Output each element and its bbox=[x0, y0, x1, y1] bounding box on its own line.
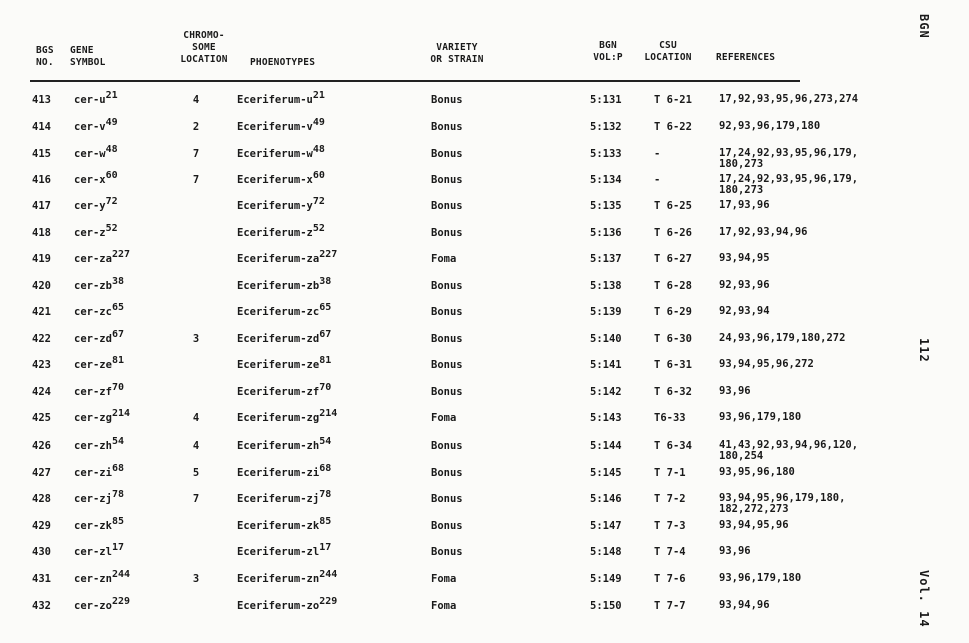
bgs-number: 425 bbox=[32, 412, 51, 424]
csu-location: T 6-21 bbox=[654, 94, 692, 106]
csu-location: - bbox=[654, 148, 661, 160]
bgn-vol-page: 5:133 bbox=[590, 148, 622, 160]
gene-superscript: 227 bbox=[111, 249, 130, 260]
gene-superscript: 78 bbox=[111, 489, 124, 500]
bgn-vol-page: 5:144 bbox=[590, 440, 622, 452]
phenotype-superscript: 81 bbox=[319, 355, 332, 366]
phenotype-superscript: 65 bbox=[319, 302, 332, 313]
phenotype-superscript: 52 bbox=[312, 223, 325, 234]
csu-location: T 7-6 bbox=[654, 573, 686, 585]
table-row bbox=[0, 542, 900, 572]
gene-symbol: cer-y72 bbox=[74, 196, 118, 212]
header-references: REFERENCES bbox=[716, 52, 776, 63]
gene-symbol: cer-u21 bbox=[74, 90, 118, 106]
gene-symbol: cer-x60 bbox=[74, 170, 118, 186]
csu-location: T 6-31 bbox=[654, 359, 692, 371]
references: 17,93,96 bbox=[719, 199, 770, 211]
bgs-number: 414 bbox=[32, 121, 51, 133]
header-bgn-vol: BGN VOL:P bbox=[593, 40, 623, 63]
variety: Foma bbox=[431, 253, 457, 265]
bgn-vol-page: 5:142 bbox=[590, 386, 622, 398]
chromosome-location: 5 bbox=[192, 467, 200, 479]
bgn-vol-page: 5:150 bbox=[590, 600, 622, 612]
phenotype-superscript: 227 bbox=[319, 249, 338, 260]
references: 17,24,92,93,95,96,179, 180,273 bbox=[719, 173, 859, 196]
phenotype-superscript: 85 bbox=[319, 516, 332, 527]
gene-symbol: cer-zl17 bbox=[74, 542, 124, 558]
gene-symbol: cer-ze81 bbox=[74, 355, 124, 371]
table-row bbox=[0, 596, 900, 626]
gene-symbol: cer-zb38 bbox=[74, 276, 124, 292]
gene-symbol: cer-zh54 bbox=[74, 436, 124, 452]
chromosome-location: 2 bbox=[192, 121, 200, 133]
header-csu-location: CSU LOCATION bbox=[644, 40, 692, 63]
variety: Bonus bbox=[431, 174, 463, 186]
phenotype-superscript: 49 bbox=[312, 117, 325, 128]
phenotype-superscript: 244 bbox=[319, 569, 338, 580]
bgs-number: 424 bbox=[32, 386, 51, 398]
phenotype-superscript: 78 bbox=[319, 489, 332, 500]
phenotype-superscript: 70 bbox=[319, 382, 332, 393]
variety: Bonus bbox=[431, 94, 463, 106]
table-row bbox=[0, 117, 900, 147]
side-page-number: 112 bbox=[917, 338, 931, 363]
chromosome-location: 3 bbox=[192, 573, 200, 585]
gene-symbol: cer-zo229 bbox=[74, 596, 130, 612]
phenotype-superscript: 72 bbox=[312, 196, 325, 207]
variety: Bonus bbox=[431, 467, 463, 479]
csu-location: T 6-27 bbox=[654, 253, 692, 265]
references: 24,93,96,179,180,272 bbox=[719, 332, 846, 344]
chromosome-location: 7 bbox=[192, 148, 200, 160]
variety: Bonus bbox=[431, 520, 463, 532]
phenotype: Eceriferum-zd67 bbox=[237, 329, 332, 345]
references: 93,94,95,96 bbox=[719, 519, 789, 531]
references: 93,96 bbox=[719, 545, 751, 557]
phenotype-superscript: 68 bbox=[319, 463, 332, 474]
table-row bbox=[0, 196, 900, 226]
gene-symbol: cer-zg214 bbox=[74, 408, 130, 424]
table-row bbox=[0, 382, 900, 412]
csu-location: T 6-26 bbox=[654, 227, 692, 239]
gene-symbol: cer-v49 bbox=[74, 117, 118, 133]
chromosome-location: 4 bbox=[192, 94, 200, 106]
references: 41,43,92,93,94,96,120, 180,254 bbox=[719, 439, 859, 462]
table-row bbox=[0, 144, 900, 174]
bgn-vol-page: 5:136 bbox=[590, 227, 622, 239]
csu-location: T 6-28 bbox=[654, 280, 692, 292]
csu-location: T 6-34 bbox=[654, 440, 692, 452]
bgs-number: 431 bbox=[32, 573, 51, 585]
chromosome-location: 4 bbox=[192, 412, 200, 424]
table-row bbox=[0, 249, 900, 279]
gene-superscript: 81 bbox=[111, 355, 124, 366]
gene-superscript: 229 bbox=[111, 596, 130, 607]
phenotype-superscript: 17 bbox=[319, 542, 332, 553]
references: 92,93,96 bbox=[719, 279, 770, 291]
table-row bbox=[0, 170, 900, 200]
table-row bbox=[0, 516, 900, 546]
table-row bbox=[0, 463, 900, 493]
gene-symbol: cer-zf70 bbox=[74, 382, 124, 398]
side-journal: BGN bbox=[917, 14, 931, 39]
phenotype: Eceriferum-z52 bbox=[237, 223, 325, 239]
csu-location: T 7-7 bbox=[654, 600, 686, 612]
variety: Bonus bbox=[431, 200, 463, 212]
phenotype: Eceriferum-zi68 bbox=[237, 463, 332, 479]
gene-symbol: cer-w48 bbox=[74, 144, 118, 160]
csu-location: T 7-1 bbox=[654, 467, 686, 479]
bgn-vol-page: 5:149 bbox=[590, 573, 622, 585]
bgn-vol-page: 5:134 bbox=[590, 174, 622, 186]
table-row bbox=[0, 329, 900, 359]
phenotype: Eceriferum-x60 bbox=[237, 170, 325, 186]
phenotype-superscript: 229 bbox=[319, 596, 338, 607]
bgs-number: 416 bbox=[32, 174, 51, 186]
bgs-number: 415 bbox=[32, 148, 51, 160]
phenotype-superscript: 60 bbox=[312, 170, 325, 181]
csu-location: T 6-29 bbox=[654, 306, 692, 318]
references: 92,93,94 bbox=[719, 305, 770, 317]
table-row bbox=[0, 355, 900, 385]
header-bgs-no: BGS NO. bbox=[36, 45, 54, 68]
chromosome-location: 4 bbox=[192, 440, 200, 452]
gene-symbol: cer-zi68 bbox=[74, 463, 124, 479]
header-gene-symbol: GENE SYMBOL bbox=[70, 45, 106, 68]
phenotype: Eceriferum-zb38 bbox=[237, 276, 332, 292]
csu-location: T 6-25 bbox=[654, 200, 692, 212]
table-row bbox=[0, 276, 900, 306]
gene-superscript: 38 bbox=[111, 276, 124, 287]
variety: Bonus bbox=[431, 386, 463, 398]
phenotype: Eceriferum-zh54 bbox=[237, 436, 332, 452]
csu-location: T 6-22 bbox=[654, 121, 692, 133]
csu-location: T6-33 bbox=[654, 412, 686, 424]
gene-symbol: cer-z52 bbox=[74, 223, 118, 239]
header-chromosome-location: CHROMO- SOME LOCATION bbox=[180, 30, 228, 65]
gene-symbol: cer-zj78 bbox=[74, 489, 124, 505]
variety: Bonus bbox=[431, 121, 463, 133]
gene-superscript: 17 bbox=[111, 542, 124, 553]
variety: Bonus bbox=[431, 493, 463, 505]
references: 93,95,96,180 bbox=[719, 466, 795, 478]
bgn-vol-page: 5:148 bbox=[590, 546, 622, 558]
header-phenotypes: PHOENOTYPES bbox=[250, 57, 316, 68]
gene-symbol: cer-zd67 bbox=[74, 329, 124, 345]
bgn-vol-page: 5:138 bbox=[590, 280, 622, 292]
phenotype-superscript: 38 bbox=[319, 276, 332, 287]
references: 17,92,93,95,96,273,274 bbox=[719, 93, 859, 105]
gene-superscript: 85 bbox=[111, 516, 124, 527]
gene-superscript: 214 bbox=[111, 408, 130, 419]
variety: Bonus bbox=[431, 359, 463, 371]
bgs-number: 420 bbox=[32, 280, 51, 292]
csu-location: T 7-3 bbox=[654, 520, 686, 532]
phenotype: Eceriferum-zn244 bbox=[237, 569, 338, 585]
bgn-vol-page: 5:141 bbox=[590, 359, 622, 371]
variety: Bonus bbox=[431, 148, 463, 160]
csu-location: T 6-32 bbox=[654, 386, 692, 398]
bgs-number: 418 bbox=[32, 227, 51, 239]
gene-superscript: 49 bbox=[105, 117, 118, 128]
bgs-number: 419 bbox=[32, 253, 51, 265]
bgn-vol-page: 5:145 bbox=[590, 467, 622, 479]
header-variety: VARIETY OR STRAIN bbox=[430, 42, 484, 65]
bgs-number: 423 bbox=[32, 359, 51, 371]
bgs-number: 417 bbox=[32, 200, 51, 212]
phenotype-superscript: 48 bbox=[312, 144, 325, 155]
bgn-vol-page: 5:132 bbox=[590, 121, 622, 133]
gene-symbol: cer-zn244 bbox=[74, 569, 130, 585]
csu-location: T 7-2 bbox=[654, 493, 686, 505]
variety: Bonus bbox=[431, 306, 463, 318]
bgs-number: 427 bbox=[32, 467, 51, 479]
phenotype-superscript: 54 bbox=[319, 436, 332, 447]
variety: Bonus bbox=[431, 227, 463, 239]
table-row bbox=[0, 569, 900, 599]
gene-superscript: 65 bbox=[111, 302, 124, 313]
phenotype: Eceriferum-zo229 bbox=[237, 596, 338, 612]
phenotype-superscript: 21 bbox=[312, 90, 325, 101]
variety: Foma bbox=[431, 600, 457, 612]
table-row bbox=[0, 223, 900, 253]
gene-superscript: 48 bbox=[105, 144, 118, 155]
phenotype: Eceriferum-u21 bbox=[237, 90, 325, 106]
variety: Bonus bbox=[431, 333, 463, 345]
bgn-vol-page: 5:146 bbox=[590, 493, 622, 505]
variety: Foma bbox=[431, 573, 457, 585]
bgs-number: 422 bbox=[32, 333, 51, 345]
gene-superscript: 67 bbox=[111, 329, 124, 340]
references: 93,94,95,96,272 bbox=[719, 358, 814, 370]
gene-superscript: 70 bbox=[111, 382, 124, 393]
references: 17,92,93,94,96 bbox=[719, 226, 808, 238]
phenotype: Eceriferum-zg214 bbox=[237, 408, 338, 424]
csu-location: - bbox=[654, 174, 661, 186]
bgn-vol-page: 5:139 bbox=[590, 306, 622, 318]
table-row bbox=[0, 90, 900, 120]
bgs-number: 421 bbox=[32, 306, 51, 318]
bgn-vol-page: 5:137 bbox=[590, 253, 622, 265]
references: 93,94,95 bbox=[719, 252, 770, 264]
phenotype-superscript: 67 bbox=[319, 329, 332, 340]
phenotype: Eceriferum-zf70 bbox=[237, 382, 332, 398]
table-row bbox=[0, 408, 900, 438]
bgn-vol-page: 5:147 bbox=[590, 520, 622, 532]
gene-superscript: 52 bbox=[105, 223, 118, 234]
table-row bbox=[0, 302, 900, 332]
chromosome-location: 7 bbox=[192, 174, 200, 186]
phenotype: Eceriferum-zl17 bbox=[237, 542, 332, 558]
bgs-number: 426 bbox=[32, 440, 51, 452]
bgs-number: 428 bbox=[32, 493, 51, 505]
gene-symbol: cer-zk85 bbox=[74, 516, 124, 532]
references: 93,96,179,180 bbox=[719, 572, 802, 584]
bgn-vol-page: 5:135 bbox=[590, 200, 622, 212]
references: 93,94,95,96,179,180, 182,272,273 bbox=[719, 492, 846, 515]
variety: Foma bbox=[431, 412, 457, 424]
bgs-number: 429 bbox=[32, 520, 51, 532]
phenotype-superscript: 214 bbox=[319, 408, 338, 419]
csu-location: T 7-4 bbox=[654, 546, 686, 558]
chromosome-location: 7 bbox=[192, 493, 200, 505]
bgn-vol-page: 5:131 bbox=[590, 94, 622, 106]
gene-superscript: 72 bbox=[105, 196, 118, 207]
bgs-number: 413 bbox=[32, 94, 51, 106]
phenotype: Eceriferum-zc65 bbox=[237, 302, 332, 318]
bgs-number: 432 bbox=[32, 600, 51, 612]
gene-symbol: cer-zc65 bbox=[74, 302, 124, 318]
phenotype: Eceriferum-y72 bbox=[237, 196, 325, 212]
header-rule bbox=[30, 80, 800, 82]
csu-location: T 6-30 bbox=[654, 333, 692, 345]
references: 17,24,92,93,95,96,179, 180,273 bbox=[719, 147, 859, 170]
gene-superscript: 244 bbox=[111, 569, 130, 580]
side-volume: Vol. 14 bbox=[917, 570, 931, 628]
gene-superscript: 60 bbox=[105, 170, 118, 181]
bgs-number: 430 bbox=[32, 546, 51, 558]
bgn-vol-page: 5:143 bbox=[590, 412, 622, 424]
references: 93,94,96 bbox=[719, 599, 770, 611]
bgn-vol-page: 5:140 bbox=[590, 333, 622, 345]
phenotype: Eceriferum-zk85 bbox=[237, 516, 332, 532]
phenotype: Eceriferum-v49 bbox=[237, 117, 325, 133]
phenotype: Eceriferum-w48 bbox=[237, 144, 325, 160]
gene-superscript: 21 bbox=[105, 90, 118, 101]
table-row bbox=[0, 436, 900, 466]
gene-superscript: 54 bbox=[111, 436, 124, 447]
references: 93,96 bbox=[719, 385, 751, 397]
table-row bbox=[0, 489, 900, 519]
variety: Bonus bbox=[431, 546, 463, 558]
phenotype: Eceriferum-zj78 bbox=[237, 489, 332, 505]
references: 92,93,96,179,180 bbox=[719, 120, 821, 132]
gene-superscript: 68 bbox=[111, 463, 124, 474]
phenotype: Eceriferum-ze81 bbox=[237, 355, 332, 371]
variety: Bonus bbox=[431, 440, 463, 452]
references: 93,96,179,180 bbox=[719, 411, 802, 423]
phenotype: Eceriferum-za227 bbox=[237, 249, 338, 265]
gene-symbol: cer-za227 bbox=[74, 249, 130, 265]
variety: Bonus bbox=[431, 280, 463, 292]
chromosome-location: 3 bbox=[192, 333, 200, 345]
